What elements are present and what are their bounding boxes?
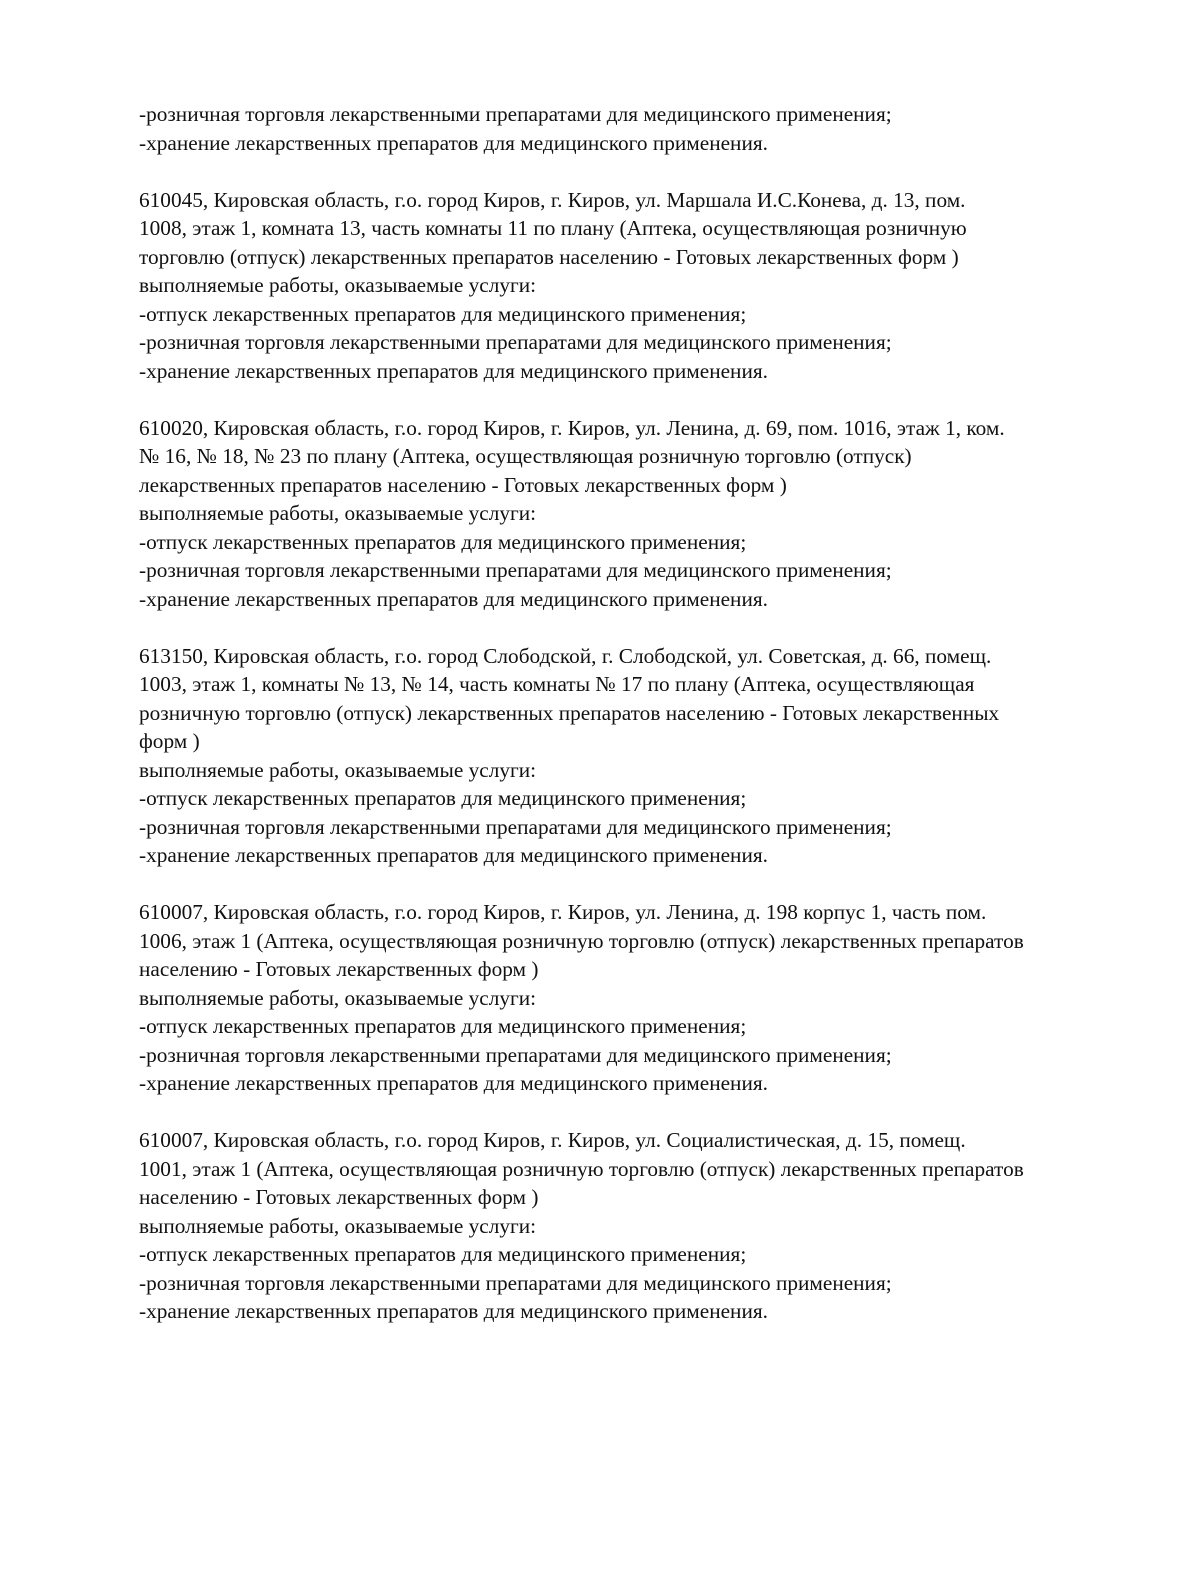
- service-item: -хранение лекарственных препаратов для медицинского применения.: [139, 358, 768, 383]
- services-heading: выполняемые работы, оказываемые услуги:: [139, 501, 537, 525]
- address-line: 1008, этаж 1, комната 13, часть комнаты 11 по плану (Аптека, осуществляющая розничную: [139, 216, 967, 240]
- service-item: -отпуск лекарственных препаратов для медицинского применения;: [139, 1242, 747, 1266]
- address-line: населению - Готовых лекарственных форм ): [139, 957, 539, 981]
- address-line: 610007, Кировская область, г.о. город Киров, г. Киров, ул. Социалистическая, д. 15, помещ.: [139, 1128, 966, 1152]
- address-line: 613150, Кировская область, г.о. город Слободской, г. Слободской, ул. Советская, д. 66, помещ.: [139, 643, 992, 668]
- services-heading: выполняемые работы, оказываемые услуги:: [139, 985, 537, 1010]
- service-item: -розничная торговля лекарственными препаратами для медицинского применения;: [139, 558, 892, 582]
- address-line: лекарственных препаратов населению - Готовых лекарственных форм ): [139, 472, 787, 497]
- address-line: 610045, Кировская область, г.о. город Киров, г. Киров, ул. Маршала И.С.Конева, д. 13, пом.: [139, 187, 966, 212]
- text-line: -розничная торговля лекарственными препаратами для медицинского применения;: [139, 102, 892, 126]
- address-entry: [139, 642, 1139, 870]
- address-line: 1001, этаж 1 (Аптека, осуществляющая розничную торговлю (отпуск) лекарственных препаратов: [139, 1156, 1024, 1181]
- address-line: розничную торговлю (отпуск) лекарственных препаратов населению - Готовых лекарственных: [139, 700, 1000, 725]
- address-line: торговлю (отпуск) лекарственных препаратов населению - Готовых лекарственных форм ): [139, 244, 959, 269]
- address-line: 610020, Кировская область, г.о. город Киров, г. Киров, ул. Ленина, д. 69, пом. 1016, этаж 1, ком.: [139, 415, 1005, 440]
- service-item: -розничная торговля лекарственными препаратами для медицинского применения;: [139, 330, 892, 354]
- service-item: -отпуск лекарственных препаратов для медицинского применения;: [139, 529, 747, 554]
- services-heading: выполняемые работы, оказываемые услуги:: [139, 757, 537, 782]
- address-line: населению - Готовых лекарственных форм ): [139, 1185, 539, 1209]
- service-item: -хранение лекарственных препаратов для медицинского применения.: [139, 1299, 768, 1323]
- address-entry: [139, 898, 1139, 1098]
- service-item: -хранение лекарственных препаратов для медицинского применения.: [139, 843, 768, 867]
- intro-block: [139, 100, 1139, 157]
- address-line: 610007, Кировская область, г.о. город Киров, г. Киров, ул. Ленина, д. 198 корпус 1, часть пом.: [139, 900, 987, 924]
- address-line: 1006, этаж 1 (Аптека, осуществляющая розничную торговлю (отпуск) лекарственных препаратов: [139, 928, 1024, 953]
- document-page: [139, 100, 1139, 1354]
- address-entry: [139, 1126, 1139, 1326]
- service-item: -хранение лекарственных препаратов для медицинского применения.: [139, 586, 768, 611]
- address-entry: [139, 414, 1139, 614]
- address-line: форм ): [139, 729, 200, 753]
- address-line: № 16, № 18, № 23 по плану (Аптека, осуществляющая розничную торговлю (отпуск): [139, 444, 912, 468]
- address-entry: [139, 186, 1139, 386]
- service-item: -розничная торговля лекарственными препаратами для медицинского применения;: [139, 1042, 892, 1067]
- service-item: -отпуск лекарственных препаратов для медицинского применения;: [139, 786, 747, 810]
- service-item: -отпуск лекарственных препаратов для медицинского применения;: [139, 1014, 747, 1038]
- service-item: -розничная торговля лекарственными препаратами для медицинского применения;: [139, 1270, 892, 1295]
- services-heading: выполняемые работы, оказываемые услуги:: [139, 1213, 537, 1238]
- service-item: -розничная торговля лекарственными препаратами для медицинского применения;: [139, 814, 892, 839]
- address-line: 1003, этаж 1, комнаты № 13, № 14, часть комнаты № 17 по плану (Аптека, осуществляющая: [139, 672, 975, 696]
- services-heading: выполняемые работы, оказываемые услуги:: [139, 273, 537, 297]
- service-item: -хранение лекарственных препаратов для медицинского применения.: [139, 1071, 768, 1095]
- text-line: -хранение лекарственных препаратов для медицинского применения.: [139, 130, 768, 155]
- service-item: -отпуск лекарственных препаратов для медицинского применения;: [139, 301, 747, 326]
